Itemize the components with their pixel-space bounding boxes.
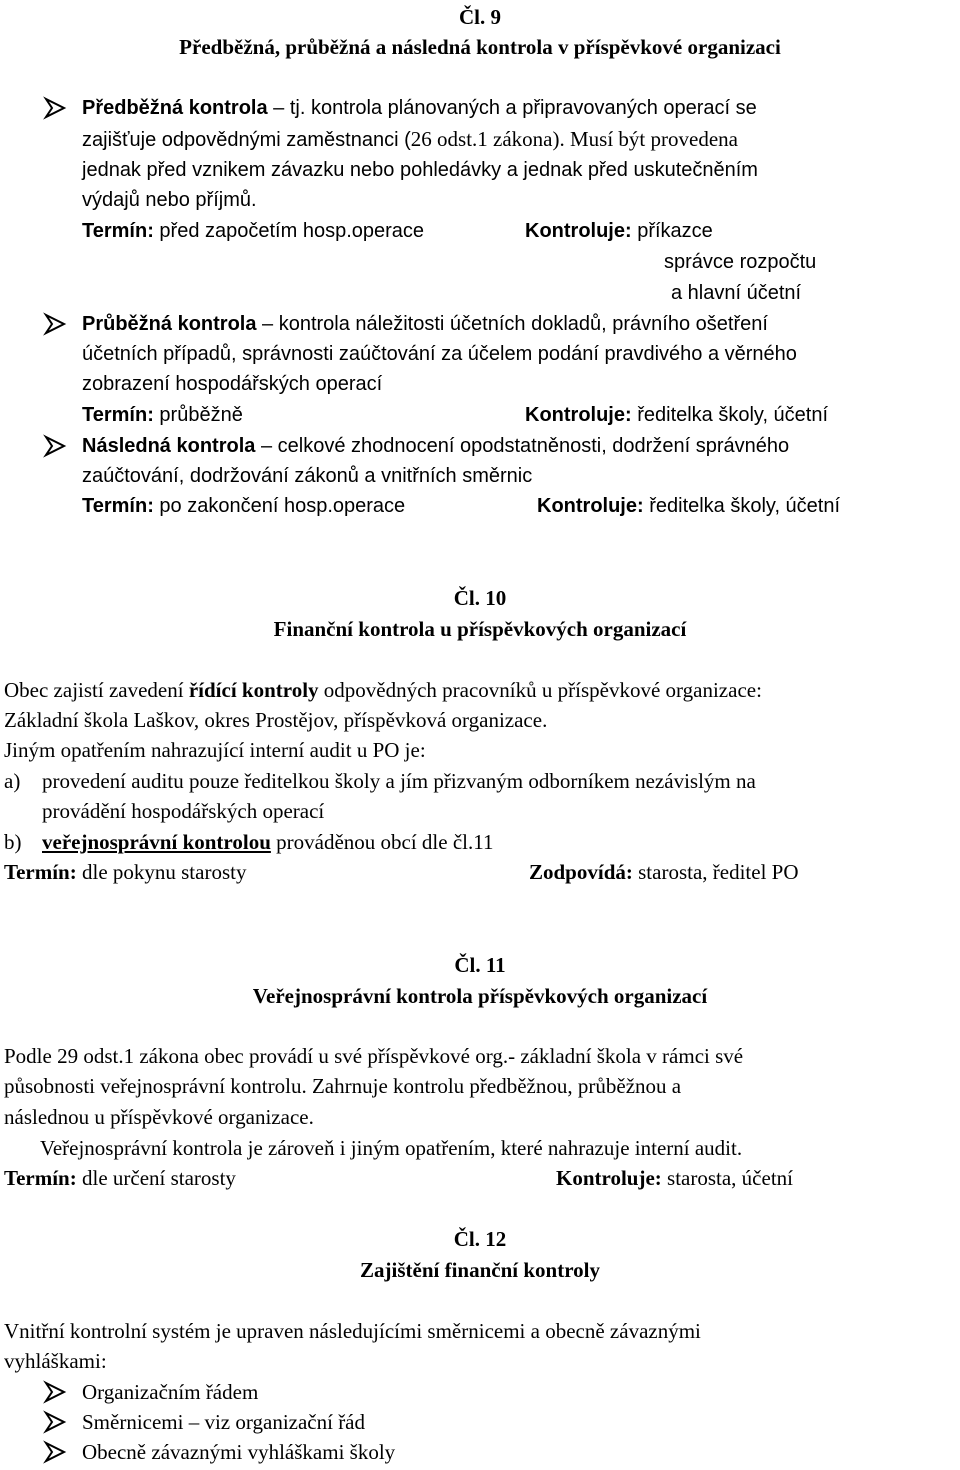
article-9-title: Předběžná, průběžná a následná kontrola v příspěvkové organizaci (179, 35, 781, 59)
art11-p1-b: 29 odst.1 zákona obec provádí u své příspěvkové org.- základní škola v rámci své (57, 1044, 744, 1068)
prubezna-termin (82, 401, 243, 429)
art10-p1-a: Obec zajistí zavedení (4, 678, 189, 702)
zodpovida-value: starosta, ředitel PO (632, 860, 799, 884)
art10-b-rest: prováděnou obcí dle čl.11 (270, 830, 494, 854)
art10-list-a-marker: a) (4, 769, 21, 793)
prebezna-termin (82, 217, 424, 245)
prebezna-kontroluje (525, 217, 713, 245)
kontroluje-label: Kontroluje: (525, 220, 632, 242)
art12-list-item: Směrnicemi – viz organizační řád (82, 1410, 366, 1434)
nasledna-kontroluje (537, 492, 840, 520)
nasledna-termin (82, 492, 405, 520)
arrow-bullet-icon (43, 1440, 67, 1464)
kontroluje-value: ředitelka školy, účetní (643, 495, 841, 517)
termin-value: dle pokynu starosty (76, 860, 247, 884)
art10-list-a-line-2: provádění hospodářských operací (42, 799, 325, 823)
art10-p1-c: odpovědných pracovníků u příspěvkové organizace: (318, 678, 762, 702)
art10-zodpovida (529, 858, 799, 886)
prebezna-line-2 (82, 125, 738, 154)
article-10-heading: Čl. 10 (453, 586, 507, 610)
kontroluje-value: ředitelka školy, účetní (631, 404, 829, 426)
nasledna-line-1 (82, 432, 789, 460)
art11-paragraph-2: působnosti veřejnosprávní kontrolu. Zahrnuje kontrolu předběžnou, průběžnou a (4, 1074, 682, 1098)
termin-label: Termín: (4, 860, 77, 884)
arrow-bullet-icon (43, 1380, 67, 1404)
art11-kontroluje (556, 1164, 793, 1192)
art10-b-underlined: veřejnosprávní kontrolou (42, 830, 271, 854)
article-12-title: Zajištění finanční kontroly (360, 1258, 600, 1282)
termin-value: dle určení starosty (76, 1166, 236, 1190)
art12-list-item: Organizačním řádem (82, 1380, 259, 1404)
kontroluje-value: starosta, účetní (661, 1166, 793, 1190)
art12-list-item: Obecně závaznými vyhláškami školy (82, 1440, 396, 1464)
prubezna-text-1: – kontrola náležitosti účetních dokladů, právního ošetření (256, 313, 768, 335)
art10-p1-b: řídící kontroly (188, 678, 319, 702)
art12-paragraph-2: vyhláškami: (4, 1349, 107, 1373)
termin-label: Termín: (82, 495, 154, 517)
arrow-bullet-icon (43, 434, 67, 458)
art11-paragraph-4: Veřejnosprávní kontrola je zároveň i jiným opatřením, které nahrazuje interní audit. (40, 1136, 743, 1160)
prubezna-line-1 (82, 310, 768, 338)
article-12-heading: Čl. 12 (453, 1227, 507, 1251)
kontroluje-label: Kontroluje: (525, 404, 632, 426)
prebezna-kontroluje-2: správce rozpočtu (664, 251, 817, 273)
arrow-bullet-icon (43, 96, 67, 120)
termin-label: Termín: (82, 220, 154, 242)
article-11-heading: Čl. 11 (454, 953, 506, 977)
article-10-title: Finanční kontrola u příspěvkových organizací (273, 617, 687, 641)
prebezna-text-1: – tj. kontrola plánovaných a připravovaných operací se (267, 97, 757, 119)
article-9-heading: Čl. 9 (459, 5, 501, 29)
art10-paragraph-3: Jiným opatřením nahrazující interní audit u PO je: (4, 738, 426, 762)
prebezna-line-3: jednak před vznikem závazku nebo pohledávky a jednak před uskutečněním (82, 159, 758, 181)
prubezna-line-3: zobrazení hospodářských operací (82, 373, 383, 395)
art10-paragraph-2: Základní škola Laškov, okres Prostějov, příspěvková organizace. (4, 708, 548, 732)
art10-paragraph-1 (4, 676, 762, 704)
termin-label: Termín: (82, 404, 154, 426)
art10-list-b-marker: b) (4, 830, 22, 854)
art10-list-a-line-1: provedení auditu pouze ředitelkou školy a jím přizvaným odborníkem nezávislým na (42, 769, 756, 793)
nasledna-line-2: zaúčtování, dodržování zákonů a vnitřních směrnic (82, 465, 533, 487)
prubezna-line-2: účetních případů, správnosti zaúčtování za účelem podání pravdivého a věrného (82, 343, 797, 365)
termin-value: průběžně (153, 404, 243, 426)
termin-label: Termín: (4, 1166, 77, 1190)
art10-termin (4, 858, 246, 886)
prebezna-label: Předběžná kontrola (82, 97, 268, 119)
art11-p1-a: Podle (4, 1044, 58, 1068)
prebezna-line-1 (82, 94, 757, 122)
prebezna-kontroluje-3: a hlavní účetní (671, 282, 802, 304)
nasledna-label: Následná kontrola (82, 435, 256, 457)
art11-paragraph-1 (4, 1042, 743, 1070)
kontroluje-label: Kontroluje: (556, 1166, 662, 1190)
art12-paragraph-1: Vnitřní kontrolní systém je upraven následujícími směrnicemi a obecně závaznými (4, 1319, 701, 1343)
zodpovida-label: Zodpovídá: (529, 860, 633, 884)
kontroluje-value: příkazce (631, 220, 713, 242)
art11-paragraph-3: následnou u příspěvkové organizace. (4, 1105, 314, 1129)
article-11-title: Veřejnosprávní kontrola příspěvkových organizací (252, 984, 708, 1008)
nasledna-text-1: – celkové zhodnocení opodstatněnosti, dodržení správného (255, 435, 790, 457)
termin-value: po zakončení hosp.operace (153, 495, 406, 517)
arrow-bullet-icon (43, 1410, 67, 1434)
prubezna-kontroluje (525, 401, 828, 429)
art10-list-b (42, 828, 493, 856)
prebezna-text-2b: 26 odst.1 zákona). Musí být provedena (410, 127, 738, 151)
prebezna-line-4: výdajů nebo příjmů. (82, 189, 257, 211)
termin-value: před započetím hosp.operace (153, 220, 425, 242)
kontroluje-label: Kontroluje: (537, 495, 644, 517)
prebezna-text-2a: zajišťuje odpovědnými zaměstnanci ( (82, 129, 411, 151)
art11-termin (4, 1164, 236, 1192)
arrow-bullet-icon (43, 312, 67, 336)
prubezna-label: Průběžná kontrola (82, 313, 257, 335)
